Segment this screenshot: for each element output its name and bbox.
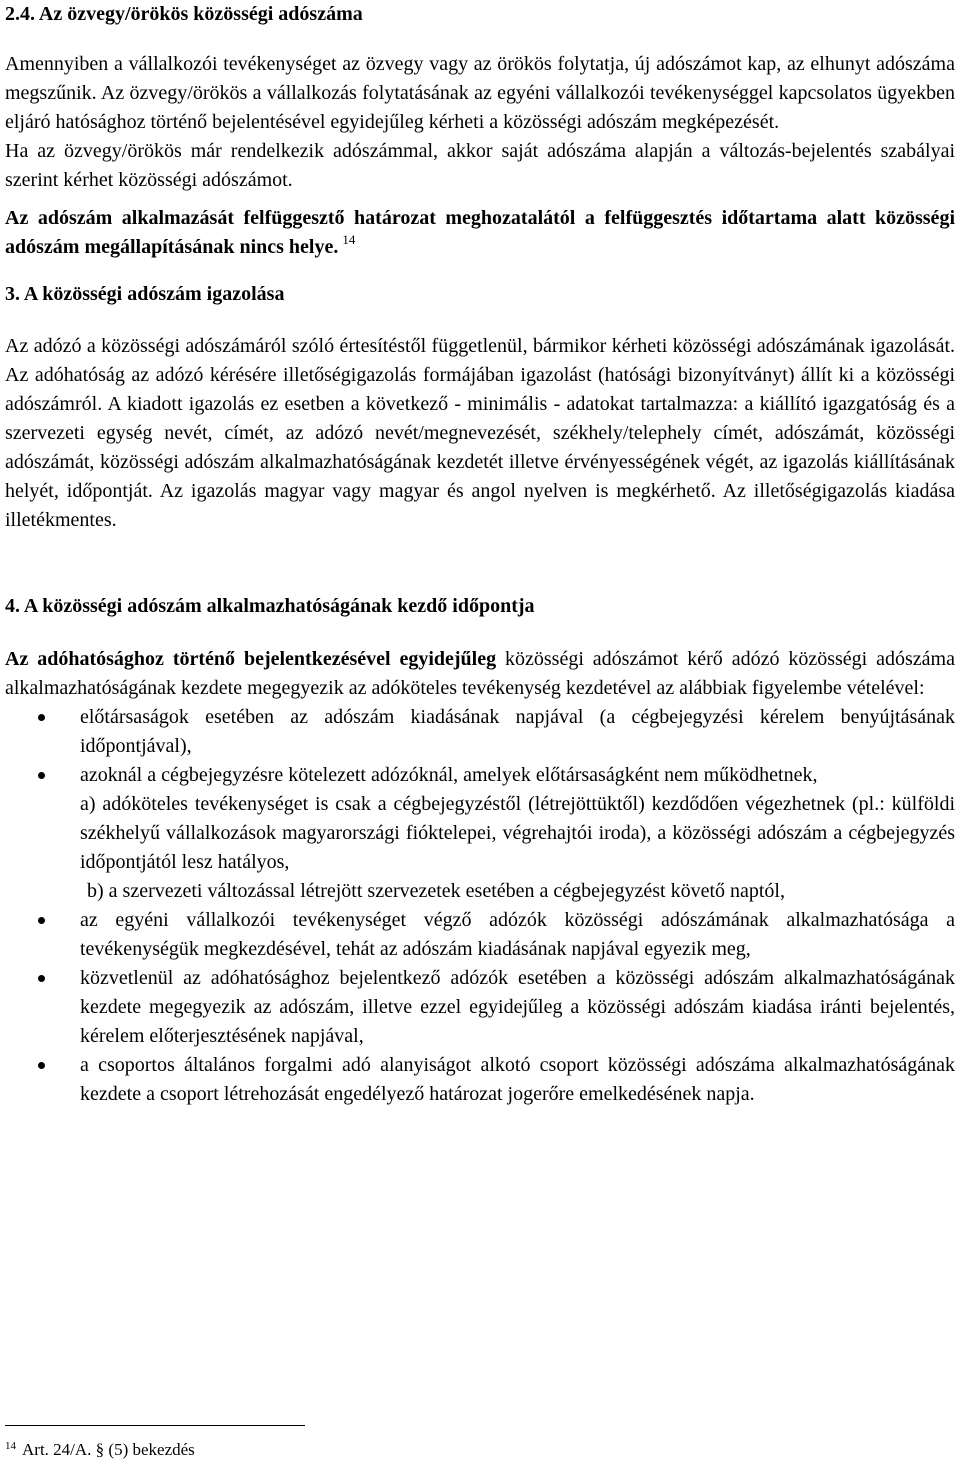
section-4-heading: 4. A közösségi adószám alkalmazhatóságának kezdő időpontja bbox=[5, 595, 535, 617]
footnote-reference: 14 bbox=[342, 232, 356, 247]
list-item: előtársaságok esetében az adószám kiadásának napjával (a cégbejegyzési kérelem benyújtásának időpontjával), bbox=[5, 703, 955, 761]
section-2-4-heading: 2.4. Az özvegy/örökös közösségi adószáma bbox=[5, 3, 363, 25]
section-2-4-paragraph-2: Ha az özvegy/örökös már rendelkezik adószámmal, akkor saját adószáma alapján a változás-bejelentés szabályai szerint kérhet közösségi adószámot. bbox=[5, 140, 955, 191]
section-2-4-paragraph-1: Amennyiben a vállalkozói tevékenységet az özvegy vagy az örökös folytatja, új adószámot kap, az elhunyt adószáma megszűnik. Az özvegy/örökös a vállalkozás folytatásának az egyéni vállalkozói tevékenységgel kapcsolatos ügyekben eljáró hatósághoz történő bejelentésével egyidejűleg kérheti a közösségi adószám megképezését. bbox=[5, 53, 955, 133]
document-page bbox=[5, 0, 955, 1109]
conditions-list bbox=[5, 703, 955, 790]
section-3-paragraph: Az adózó a közösségi adószámáról szóló értesítéstől függetlenül, bármikor kérheti közösségi adószámának igazolását. Az adóhatóság az adózó kérésére illetőségigazolás formájában igazolást (hatósági bizonyítványt) állít ki a közösségi adószámról. A kiadott igazolás ez esetben a következő - minimális - adatokat tartalmazza: a kiállító igazgatóság és a szervezeti egység nevét, címét, az adózó nevét/megnevezését, székhely/telephely címét, adószámát, közösségi adószámát, közösségi adószám alkalmazhatóságának kezdetét illetve érvényességének végét, az igazolás kiállításának helyét, időpontját. Az igazolás magyar vagy magyar és angol nyelven is megkérhető. Az illetőségigazolás kiadása illetékmentes. bbox=[5, 335, 955, 531]
bullet-icon bbox=[38, 917, 45, 924]
section-4-intro-rest: közösségi adószámot kérő adózó közösségi adószáma alkalmazhatóságának kezdete megegyezik az adóköteles tevékenység kezdetével az alábbiak figyelembe vételével: bbox=[5, 648, 955, 699]
section-2-4-paragraph-3 bbox=[5, 204, 955, 262]
conditions-list-continued bbox=[5, 906, 955, 1109]
bullet-icon bbox=[38, 975, 45, 982]
list-item: azoknál a cégbejegyzésre kötelezett adózóknál, amelyek előtársaságként nem működhetnek, bbox=[5, 761, 955, 790]
section-4-intro-bold: Az adóhatósághoz történő bejelentkezésével egyidejűleg bbox=[5, 648, 497, 670]
suspension-rule-text: Az adószám alkalmazását felfüggesztő határozat meghozatalától a felfüggesztés időtartama alatt közösségi adószám megállapításának nincs helye. bbox=[5, 207, 955, 258]
section-4-intro bbox=[5, 645, 955, 703]
footnote-divider bbox=[5, 1425, 305, 1426]
section-3-heading: 3. A közösségi adószám igazolása bbox=[5, 283, 285, 305]
footnote-text: Art. 24/A. § (5) bekezdés bbox=[22, 1440, 195, 1459]
sub-item-a: a) adóköteles tevékenységet is csak a cégbejegyzéstől (létrejöttüktől) kezdődően végezhetnek (pl.: külföldi székhelyű vállalkozások magyarországi fióktelepei, végrehajtói iroda), a közösségi adószám a cégbejegyzés időpontjától lesz hatályos, bbox=[80, 793, 955, 873]
sub-item-b: b) a szervezeti változással létrejött szervezetek esetében a cégbejegyzést követő naptól, bbox=[87, 880, 785, 902]
bullet-icon bbox=[38, 714, 45, 721]
bullet-icon bbox=[38, 772, 45, 779]
list-item: az egyéni vállalkozói tevékenységet végző adózók közösségi adószámának alkalmazhatósága a tevékenységük megkezdésével, tehát az adószám kiadásának napjával egyezik meg, bbox=[5, 906, 955, 964]
footnote-number: 14 bbox=[5, 1440, 16, 1452]
list-item: a csoportos általános forgalmi adó alanyiságot alkotó csoport közösségi adószáma alkalmazhatóságának kezdete a csoport létrehozását engedélyező határozat jogerőre emelkedésének napja. bbox=[5, 1051, 955, 1109]
list-item: közvetlenül az adóhatósághoz bejelentkező adózók esetében a közösségi adószám alkalmazhatóságának kezdete megegyezik az adószám, illetve ezzel egyidejűleg a közösségi adószám kiadása iránti bejelentés, kérelem előterjesztésének napjával, bbox=[5, 964, 955, 1051]
bullet-icon bbox=[38, 1062, 45, 1069]
footnote bbox=[5, 1438, 195, 1462]
